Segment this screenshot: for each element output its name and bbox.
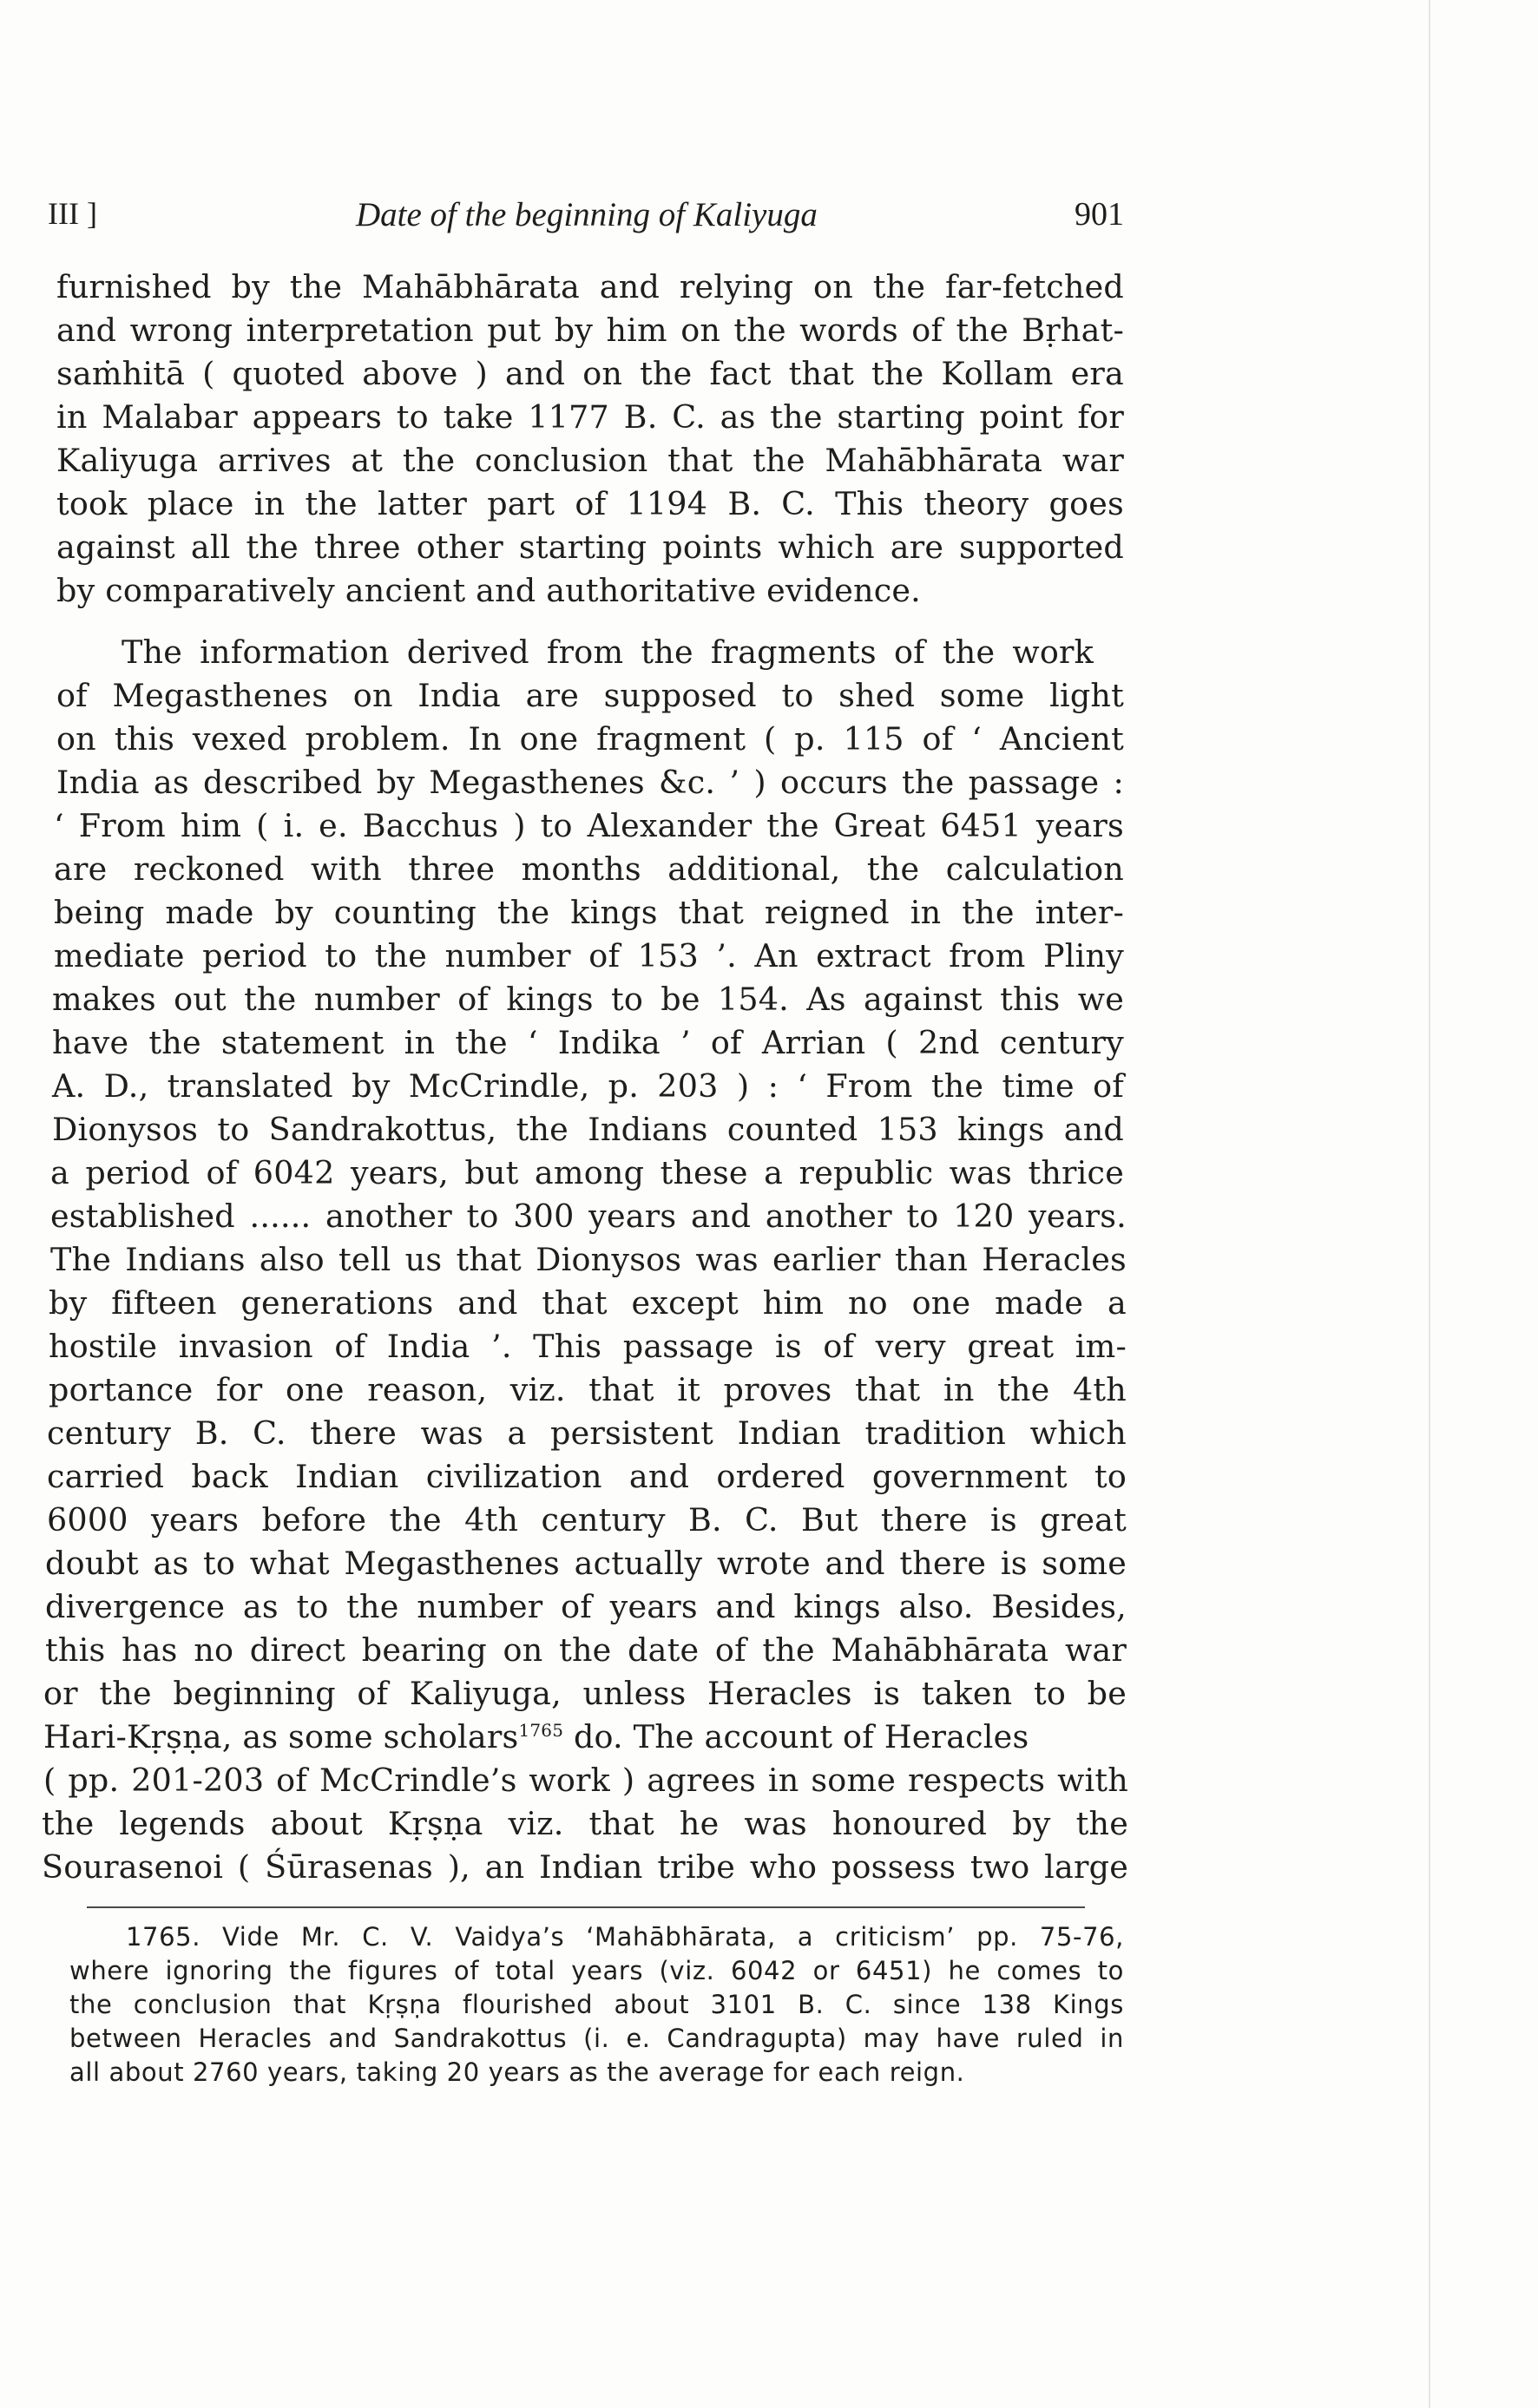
paragraph-2 [42, 631, 1128, 1889]
footnote-line: between Heracles and Sandrakottus (i. e. Candragupta) may have ruled in [69, 2024, 1124, 2053]
text-fragment: Hari-Kṛṣṇa, as some scholars [43, 1718, 519, 1755]
text-line: a period of 6042 years, but among these a republic was thrice [50, 1154, 1124, 1191]
footnote-line: all about 2760 years, taking 20 years as the average for each reign. [69, 2057, 965, 2087]
text-line: ‘ From him ( i. e. Bacchus ) to Alexander the Great 6451 years [54, 807, 1124, 844]
text-line: against all the three other starting points which are supported [56, 528, 1124, 566]
text-line: Dionysos to Sandrakottus, the Indians counted 153 kings and [52, 1111, 1124, 1148]
text-line: on this vexed problem. In one fragment ( p. 115 of ‘ Ancient [56, 720, 1124, 758]
text-fragment: do. The account of Heracles [563, 1718, 1029, 1755]
footnote-divider [87, 1906, 1085, 1908]
text-line: The Indians also tell us that Dionysos was earlier than Heracles [50, 1241, 1127, 1278]
footnote-line: 1765. Vide Mr. C. V. Vaidya’s ‘Mahābhārata, a criticism’ pp. 75-76, [126, 1922, 1124, 1952]
paragraph-1 [56, 266, 1124, 613]
text-line: Sourasenoi ( Śūrasenas ), an Indian tribe who possess two large [42, 1848, 1128, 1886]
scan-edge-line [1429, 0, 1430, 2408]
text-line: being made by counting the kings that reigned in the inter- [54, 894, 1124, 931]
text-line: carried back Indian civilization and ordered government to [47, 1458, 1127, 1495]
text-line: 6000 years before the 4th century B. C. But there is great [47, 1501, 1127, 1539]
body-text [42, 266, 1128, 1889]
text-line: in Malabar appears to take 1177 B. C. as the starting point for [56, 398, 1124, 436]
text-line: of Megasthenes on India are supposed to shed some light [56, 677, 1124, 714]
text-line: The information derived from the fragments of the work [122, 633, 1094, 671]
footnote-line: where ignoring the figures of total years (viz. 6042 or 6451) he comes to [69, 1956, 1124, 1985]
text-line: doubt as to what Megasthenes actually wrote and there is some [45, 1545, 1127, 1582]
page-header [48, 195, 1124, 242]
text-line: portance for one reason, viz. that it proves that in the 4th [49, 1371, 1127, 1408]
footnote-line: the conclusion that Kṛṣṇa flourished about 3101 B. C. since 138 Kings [69, 1990, 1124, 2019]
text-line: ( pp. 201-203 of McCrindle’s work ) agrees in some respects with [43, 1762, 1128, 1799]
text-line: hostile invasion of India ’. This passage is of very great im- [49, 1328, 1127, 1365]
text-line: are reckoned with three months additional, the calculation [54, 850, 1124, 888]
text-line: furnished by the Mahābhārata and relying on the far-fetched [56, 268, 1124, 305]
text-line: by comparatively ancient and authoritative evidence. [56, 572, 921, 609]
text-line: makes out the number of kings to be 154. As against this we [52, 981, 1124, 1018]
text-line: have the statement in the ‘ Indika ’ of Arrian ( 2nd century [52, 1024, 1124, 1061]
text-line: and wrong interpretation put by him on the words of the Bṛhat- [56, 312, 1124, 349]
footnote-reference[interactable]: 1765 [518, 1719, 564, 1741]
text-line: or the beginning of Kaliyuga, unless Heracles is taken to be [43, 1675, 1127, 1712]
text-line: established ...... another to 300 years and another to 120 years. [50, 1197, 1127, 1235]
text-line: A. D., translated by McCrindle, p. 203 ) : ‘ From the time of [52, 1067, 1124, 1105]
text-line: divergence as to the number of years and kings also. Besides, [45, 1588, 1127, 1625]
text-line: Kaliyuga arrives at the conclusion that the Mahābhārata war [56, 442, 1124, 479]
text-line: the legends about Kṛṣṇa viz. that he was honoured by the [42, 1805, 1128, 1842]
footnote-1765 [69, 1920, 1124, 2090]
text-line: mediate period to the number of 153 ’. An extract from Pliny [54, 937, 1124, 974]
section-number: III ] [48, 196, 97, 231]
text-line: India as described by Megasthenes &c. ’ ) occurs the passage : [56, 764, 1124, 801]
text-line: saṁhitā ( quoted above ) and on the fact that the Kollam era [56, 355, 1124, 392]
text-line: by fifteen generations and that except him no one made a [49, 1284, 1127, 1322]
text-line: century B. C. there was a persistent Indian tradition which [47, 1414, 1127, 1452]
text-line: took place in the latter part of 1194 B. C. This theory goes [56, 485, 1124, 522]
text-line: this has no direct bearing on the date of the Mahābhārata war [45, 1631, 1127, 1669]
text-line-with-footnote-ref [43, 1716, 1127, 1759]
running-title: Date of the beginning of Kaliyuga [356, 196, 818, 233]
page-number: 901 [1075, 196, 1124, 233]
